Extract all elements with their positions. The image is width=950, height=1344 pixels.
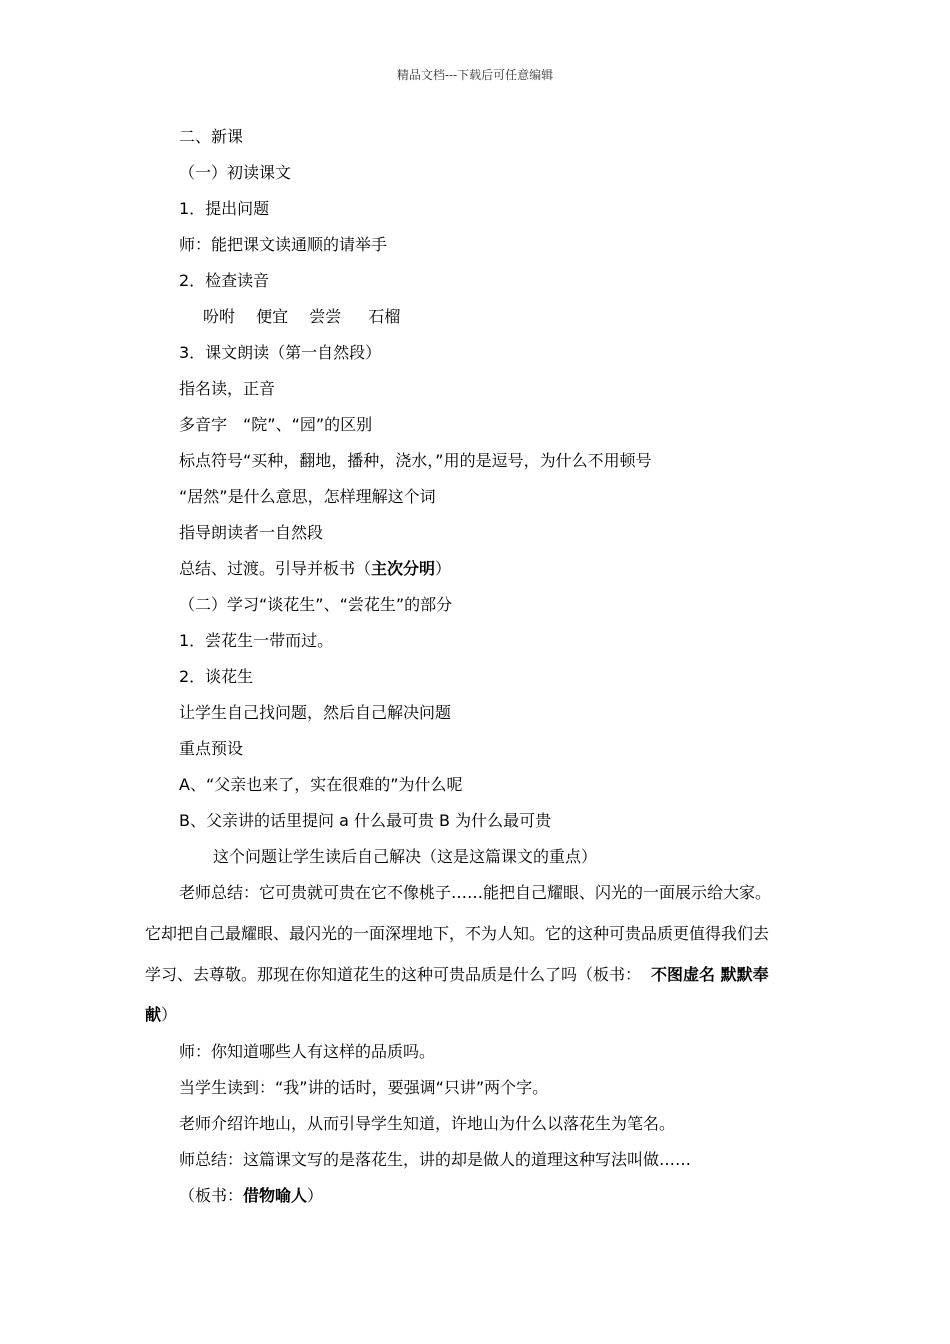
text-line: 指导朗读者一自然段 [179,523,324,542]
text-line: 师：能把课文读通顺的请举手 [179,235,388,254]
board-note: 献 [145,1005,162,1024]
text-line: 师总结：这篇课文写的是落花生，讲的却是做人的道理这种写法叫做…… [179,1150,692,1169]
page-header: 精品文档---下载后可任意编辑 [396,68,554,82]
text-line: 师：你知道哪些人有这样的品质吗。 [179,1042,436,1061]
board-note: 借物喻人 [243,1186,308,1205]
list-item: 2．谈花生 [179,667,254,686]
subsection-first-reading: （一）初读课文 [179,163,292,182]
paragraph-line: 它却把自己最耀眼、最闪光的一面深埋地下，不为人知。它的这种可贵品质更值得我们去 [145,924,770,943]
list-item: 1．提出问题 [179,199,270,218]
text-line: 老师介绍许地山，从而引导学生知道，许地山为什么以落花生为笔名。 [179,1114,676,1133]
text-span: 学习、去尊敬。那现在你知道花生的这种可贵品质是什么了吗（板书： [145,965,642,984]
text-span: （板书： [179,1186,244,1205]
list-item: 3．课文朗读（第一自然段） [179,343,382,362]
text-line: B、父亲讲的话里提问 a 什么最可贵 B 为什么最可贵 [179,811,552,830]
word: 便宜 [256,307,289,326]
text-line: “居然”是什么意思，怎样理解这个词 [179,487,436,506]
list-item: 1．尝花生一带而过。 [179,631,334,650]
word: 石榴 [368,307,401,326]
section-title-new-lesson: 二、新课 [179,127,244,146]
text-span: ） [435,559,452,578]
board-note: 主次分明 [371,559,436,578]
text-line: 重点预设 [179,739,244,758]
paragraph-line: 老师总结：它可贵就可贵在它不像桃子……能把自己耀眼、闪光的一面展示给大家。 [179,883,772,902]
word: 尝尝 [309,307,342,326]
board-note: 不图虚名 默默奉 [651,965,769,984]
text-line: 这个问题让学生读后自己解决（这是这篇课文的重点） [213,847,598,866]
subsection-talk-taste: （二）学习“谈花生”、“尝花生”的部分 [179,595,453,614]
text-line: 多音字 “院”、“园”的区别 [179,415,373,434]
text-line: 标点符号“买种，翻地，播种，浇水，”用的是逗号，为什么不用顿号 [179,451,652,470]
paragraph-line [145,1005,177,1025]
text-line [179,559,451,579]
text-span: 总结、过渡。引导并板书（ [179,559,372,578]
paragraph-line [145,965,769,985]
word: 吩咐 [203,307,236,326]
text-line: 当学生读到：“我”讲的话时，要强调“只讲”两个字。 [179,1078,549,1097]
text-line: 指名读，正音 [179,379,276,398]
pronunciation-words [203,307,400,327]
list-item: 2．检查读音 [179,271,270,290]
text-line: A、“父亲也来了，实在很难的”为什么呢 [179,775,463,794]
text-span: ） [161,1005,178,1024]
text-line: 让学生自己找问题，然后自己解决问题 [179,703,452,722]
text-line [179,1186,323,1206]
text-span: ） [307,1186,324,1205]
